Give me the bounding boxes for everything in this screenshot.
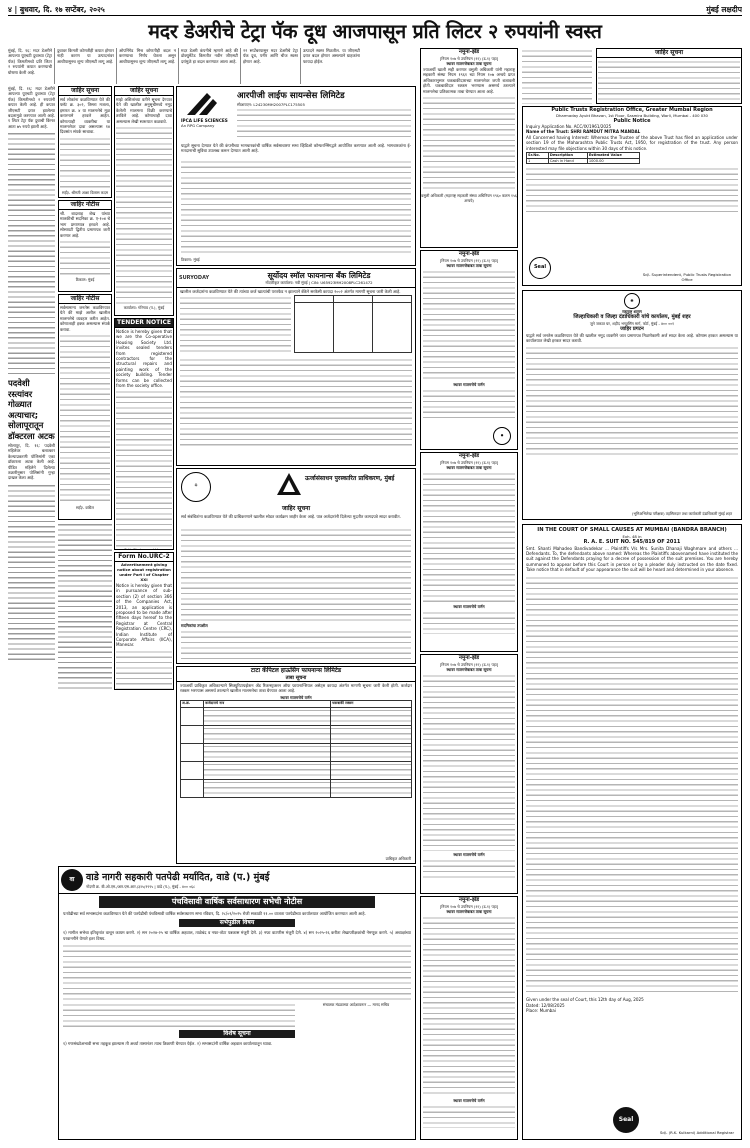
public-trust-td-value: 1000.00: [587, 158, 639, 164]
namuna-z-3-property-text: [423, 610, 515, 634]
collector-text: [526, 345, 738, 455]
public-trust-notice: [522, 106, 742, 286]
lead-story-col4: मदर डेअरी कंपनीचे म्हणणे आहे की डोक्युमेंटेड किमतीत नवीन जीएसटी दरांमुळे हा बदल करण्यात आला आहे.: [178, 48, 238, 84]
vade-bank-sign: संचालक मंडळाच्या आदेशावरून — मानद सचिव: [322, 1002, 390, 1008]
tata-table-header-sr: अ.क्र.: [181, 700, 204, 707]
court-suit: R. A. E. SUIT NO. 545/819 OF 2011: [583, 538, 681, 545]
column2-story-text: [58, 522, 112, 690]
public-notice-4-title: जाहिर नोटीस: [59, 295, 111, 304]
namuna-z-5-property-text: [423, 1104, 515, 1128]
namuna-z-4-property-text: [423, 858, 515, 880]
vade-bank-intro: पतपेढीच्या सर्व सभासदांना कळविण्यात येते की पतपेढीची पंचविसावी वार्षिक सर्वसाधारण सभा रविवार, दि. २८/०९/२०२५ रोजी सकाळी ११.०० वाजता पतपेढीच्या कार्यालयात आयोजित करण्यात आली आहे.: [63, 911, 366, 916]
namuna-z-notice-3: [420, 452, 518, 652]
lead-story-col5: २२ सप्टेंबरपासून मदर डेअरीचे टेट्रा पॅक दूध, पनीर आणि चीज स्वस्त होणार आहे.: [240, 48, 298, 84]
ipca-company-name: आरपीजी लाईफ सायन्सेस लिमिटेड: [237, 91, 345, 101]
court-body: Smt. Shanti Mahadeo Bandivadekar ... Plaintiffs V/s Mrs. Sunita Dhanaji Waghmare and others ... Defendants. To, the defendants above named: Whereas the Plaintiffs abovenamed have instituted the suit against the Defendants praying for a decree of possession of the suit premises. You are hereby summoned to appear before this Court in person or by a pleader duly instructed on the date fixed. Take notice that in default of your appearance the suit will be heard and determined in your absence.: [526, 545, 738, 573]
public-notice-1-text: [60, 136, 110, 190]
tender-notice-sign: Sd/- Chairman / Hon.: [124, 547, 164, 550]
namuna-z-1-text: [423, 95, 515, 193]
public-trust-name: Name of the Trust: SHRI RAMDUT MITRA MANDAL: [526, 129, 641, 135]
namuna-z-3-subtitle: [नियम १०७ चे उपनियम (११) (ड-१) पहा]: [439, 460, 499, 465]
namuna-z-5-property-heading: स्थावर मालमत्तेचे वर्णन: [453, 1098, 485, 1103]
tender-notice-text: [116, 389, 172, 547]
public-notice-3-title: जाहिर नोटीस: [59, 201, 111, 210]
namuna-z-1-sign: वसुली अधिकारी (महाराष्ट्र सहकारी संस्था अधिनियम १९६० कलम १५६ अन्वये): [421, 193, 517, 204]
left-story-2-text: [8, 483, 55, 663]
ipca-notice: [176, 86, 416, 266]
namuna-z-2-property-text: [423, 388, 515, 418]
tender-notice-title: TENDER NOTICE: [115, 319, 173, 328]
ipca-logo-name: IPCA LIFE SCIENCES: [181, 118, 228, 124]
public-trust-sign: Sd/- Superintendent, Public Trusts Registration Office: [642, 272, 732, 282]
suryoday-text-left: [180, 295, 291, 355]
court-place: Place: Mumbai: [526, 1008, 556, 1014]
tender-notice-body: Notice is hereby given that we are the Co-operative Housing Society Ltd. invites sealed tenders from registered contractors for the structural repairs and painting work of the society building. Tender forms can be collected from the society office.: [116, 329, 172, 389]
lead-story-col2: दुधावर किमती कोणतीही कपात होणार नाही कारण या उत्पादनांवर आधीपासूनच शून्य जीएसटी लागू आहे.: [54, 48, 114, 84]
public-trust-address: Dharmaday Ayukt Bhavan, 1st Floor, Sasmira Building, Worli, Mumbai - 400 030: [556, 113, 708, 118]
collector-title: महाराष्ट्र शासन: [622, 309, 642, 314]
court-date: Dated: 12/08/2025: [526, 1002, 565, 1008]
column2-story: [58, 522, 112, 690]
namuna-z-2-seal-icon: ●: [493, 427, 511, 445]
tata-table-cell: [204, 761, 331, 779]
lead-story-col3: ओपनिंगेड मिश्र कोणतीही बदल न करण्याचा निर्णय घेतला असून आधीपासूनच शून्य जीएसटी लागू आहे.: [116, 48, 176, 84]
court-notice: [522, 524, 742, 1140]
suryoday-company: सूर्योदय स्मॉल फायनान्स बँक लिमिटेड: [267, 271, 371, 280]
tata-table-cell: [204, 779, 331, 797]
tata-table-cell: [331, 761, 412, 779]
ipca-address-text: [237, 107, 411, 141]
vade-bank-agenda: १) मागील सभेचा इतिवृत्तांत वाचून कायम करणे. २) सन २०२४-२५ चा वार्षिक अहवाल, ताळेबंद व नफा-तोटा पत्रकास मंजुरी देणे. ३) नफा वाटणीस मंजुरी देणे. ४) सन २०२५-२६ करीता लेखापरीक्षकांची नेमणूक करणे. ५) अध्यक्षांच्या परवानगीने येणारे इतर विषय.: [63, 930, 411, 941]
suryoday-table: [294, 295, 412, 353]
tata-table: [180, 700, 412, 798]
public-notice-1: [58, 86, 112, 198]
public-notice-1-body: सर्व लोकांना कळविण्यात येते की फ्लॅट क्र. ३०२, तिसरा मजला, इमारत क्र. ४ या मालमत्तेचे मूळ करारनामे हरवले आहेत. कोणत्याही व्यक्तीचा या मालमत्तेवर दावा असल्यास १४ दिवसांत संपर्क साधावा.: [60, 97, 110, 135]
namuna-z-2-title: नमुना-झेड: [458, 251, 480, 257]
left-story-body-2: सोलापूर, दि. १६: पदवेशी महिलेवर बलात्कार केल्याप्रकरणी पोलिसांनी एका डॉक्टरला अटक केली आहे. पीडित महिलेने दिलेल्या तक्रारीनुसार पोलिसांनी गुन्हा दाखल केला आहे.: [8, 443, 55, 481]
suryoday-table-cell: [295, 303, 334, 353]
public-notice-2-title: जाहिर सूचना: [115, 87, 173, 96]
public-trust-table: [526, 152, 640, 164]
public-trust-seal-icon: Seal: [529, 257, 551, 279]
namuna-z-4-title: नमुना-झेड: [458, 655, 480, 661]
tata-table-cell: [181, 725, 204, 743]
suryoday-logo: SURYODAY: [179, 275, 210, 281]
namuna-z-3-property-heading: स्थावर मालमत्तेचे वर्णन: [453, 604, 485, 609]
namuna-z-3-heading: स्थावर मालमत्तेबाबत ताबा सूचना: [446, 465, 492, 470]
namuna-z-5-text: [423, 915, 515, 1097]
tata-table-cell: [331, 707, 412, 725]
collector-sub: जुने जकात घर, शहीद भगतसिंग मार्ग, फोर्ट, मुंबई - ४०० ००१: [589, 320, 675, 326]
public-notice-4-sign: सही/- वकील: [75, 505, 94, 511]
public-notice-2: [114, 86, 174, 316]
vade-bank-banner: पंचविसावी वार्षिक सर्वसाधारण सभेची नोटीस: [99, 896, 375, 908]
tata-table-header-amount: थकबाकी रक्कम: [331, 700, 412, 707]
namuna-z-notice-5: [420, 896, 518, 1140]
newspaper-name: मुंबई लक्षदीप: [706, 5, 742, 14]
left-story-headline: पदवेशी रस्त्यांवर गोळ्यात अत्याचार; सोलापूरातून डॉक्टरला अटक: [8, 378, 55, 441]
right-top-notice: [596, 48, 742, 104]
public-notice-2-text: [116, 125, 172, 305]
namuna-z-2-property-heading: स्थावर मालमत्तेचे वर्णन: [453, 382, 485, 387]
public-notice-4: [58, 294, 112, 520]
namuna-z-1-subtitle: [नियम १०७ चे उपनियम (११) (ड-१) पहा]: [439, 56, 499, 61]
namuna-z-2-heading: स्थावर मालमत्तेबाबत ताबा सूचना: [446, 263, 492, 268]
public-trust-th-value: Estimated Value: [587, 153, 639, 159]
lead-story-col6: उत्पादने स्वस्त मिळतील. या जीएसटी दरात बदल होणार असल्याने ग्राहकांना फायदा होईल.: [300, 48, 360, 84]
right-top-notice-text: [598, 59, 740, 103]
namuna-z-notice-4: [420, 654, 518, 894]
court-seal-icon: Seal: [613, 1107, 639, 1133]
authority-notice-title: जाहिर सूचना: [281, 505, 311, 512]
namuna-z-2-text: [423, 269, 515, 381]
court-title: IN THE COURT OF SMALL CAUSES AT MUMBAI (BANDRA BRANCH): [537, 527, 727, 533]
collector-office: जिल्हाधिकारी व जिल्हा दंडाधिकारी यांचे कार्यालय, मुंबई शहर: [573, 314, 691, 320]
public-trust-th-desc: Description: [548, 153, 587, 159]
namuna-z-notice-2: [420, 250, 518, 450]
ipca-logo-sub: An RPG Company: [181, 123, 215, 129]
public-notice-3: [58, 200, 112, 292]
authority-table-title: सदनिकांचा तपशील: [181, 623, 208, 628]
suryoday-table-cell: [373, 303, 412, 353]
court-sub: Exh. 48 in: [622, 533, 642, 539]
court-text: [526, 575, 738, 995]
namuna-z-3-title: नमुना-झेड: [458, 453, 480, 459]
page-date: ४ | बुधवार, दि. १७ सप्टेंबर, २०२५: [8, 5, 105, 14]
public-notice-3-text: [60, 239, 110, 277]
authority-emblem-icon: ⚘: [181, 472, 211, 502]
tata-table-cell: [331, 743, 412, 761]
namuna-z-1-body: ज्याअर्थी खाली सही करणार वसुली अधिकारी यांनी महाराष्ट्र सहकारी संस्था नियम १९६१ च्या नियम १०७ अन्वये प्राप्त अधिकारानुसार थकबाकीदाराच्या मालमत्तेवर जप्ती बजावली होती. थकबाकीदार रक्कम भरण्यास असमर्थ ठरल्याने मालमत्तेचा प्रतिकात्मक ताबा घेण्यात आला आहे.: [423, 67, 515, 94]
suryoday-body: खालील कर्जदारांना कळविण्यात येते की त्यांच्या कर्ज खात्यांची परतफेड न झाल्याने बँकेने सरफेसी कायदा २००२ अंतर्गत मागणी सूचना जारी केली आहे.: [180, 289, 401, 294]
tata-table-cell: [331, 725, 412, 743]
authority-notice-body: सर्व संबंधितांना कळविण्यात येते की प्राधिकरणाने खालील सोडत कार्यक्रम जाहीर केला आहे. पात्र अर्जदारांनी दिलेल्या मुदतीत कागदपत्रे सादर करावीत.: [181, 514, 401, 519]
tata-table-cell: [181, 761, 204, 779]
right-top-notice-title: जाहिर सूचना: [597, 49, 741, 58]
tata-table-cell: [181, 743, 204, 761]
vade-bank-agenda-text: [63, 943, 411, 1001]
namuna-z-4-heading: स्थावर मालमत्तेबाबत ताबा सूचना: [446, 667, 492, 672]
left-column-story: [8, 86, 55, 376]
suryoday-text: [180, 357, 412, 447]
page-header: [8, 4, 742, 16]
authority-notice-text: [181, 527, 411, 621]
tata-company: टाटा कॅपिटल हाऊसिंग फायनान्स लिमिटेड: [250, 667, 342, 674]
tata-notice-title: ताबा सूचना: [177, 675, 415, 682]
namuna-z-3-text: [423, 471, 515, 603]
tata-table-title: स्थावर मालमत्तेचे वर्णन: [280, 694, 312, 700]
public-trust-inquiry: Inquiry Application No. ACC/IX/1961/2025: [526, 124, 612, 129]
namuna-z-5-title: नमुना-झेड: [458, 897, 480, 903]
authority-logo-icon: [277, 473, 301, 495]
public-trust-text: [526, 166, 738, 214]
vade-bank-special: १) गणसंख्येअभावी सभा तहकूब झाल्यास ती अर्ध्या तासानंतर त्याच ठिकाणी घेण्यात येईल. २) सभासदांनी वार्षिक अहवाल कार्यालयातून घ्यावा.: [63, 1041, 273, 1047]
vade-bank-logo-icon: वा: [61, 869, 83, 891]
ipca-text: [181, 159, 411, 253]
authority-notice: [176, 468, 416, 664]
tata-notice: [176, 666, 416, 864]
authority-table-text: [181, 629, 411, 661]
public-trust-subtitle: Public Notice: [613, 118, 651, 124]
public-trust-office: Public Trusts Registration Office, Greater Mumbai Region: [551, 107, 713, 113]
public-trust-body: All Concerned having Interest: Whereas the Trustee of the above Trust has filed an application under section 19 of the Maharashtra Public Trusts Act, 1950, for registration of the trust. Any person interested may file objections within 30 days of this notice.: [526, 134, 738, 151]
public-notice-1-sign: सही/- श्रीमती आशा विलास कदम: [62, 189, 108, 195]
lead-headline: मदर डेअरीचे टेट्रा पॅक दूध आजपासून प्रति लिटर २ रुपयांनी स्वस्त: [148, 20, 602, 43]
public-notice-4-body: सर्वसामान्य जनतेस कळविण्यात येते की माझे अशील खालील मालमत्तेचे व्यवहार करीत आहेत. कोणालाही हक्क असल्यास संपर्क करावा.: [60, 305, 110, 332]
ipca-body: याद्वारे सूचना देण्यात येते की कंपनीच्या भागधारकांची वार्षिक सर्वसाधारण सभा व्हिडिओ कॉन्फरन्सिंगद्वारे आयोजित करण्यात आली आहे. भागधारकांना ई-मतदानाची सुविधा उपलब्ध करून देण्यात आली आहे.: [181, 143, 411, 154]
public-trust-th-sr: Sr.No.: [527, 153, 549, 159]
vade-bank-agenda-title: सभेपुढील विषय: [179, 919, 295, 927]
collector-body: याद्वारे सर्व जनतेस कळविण्यात येते की खालील नमूद व्यक्तीने जात प्रमाणपत्र मिळणेकामी अर्ज सादर केला आहे. कोणास हरकत असल्यास या कार्यालयात लेखी हरकत सादर करावी.: [526, 332, 738, 343]
namuna-z-5-heading: स्थावर मालमत्तेबाबत ताबा सूचना: [446, 909, 492, 914]
form-urc2-notice: [114, 552, 174, 690]
tata-table-cell: [204, 743, 331, 761]
namuna-z-1-heading: स्थावर मालमत्तेबाबत ताबा सूचना: [446, 61, 492, 66]
tata-table-cell: [181, 779, 204, 797]
ipca-cin: सीआयएन: L24230MH2007PLC175505: [237, 102, 305, 107]
tata-table-cell: [331, 779, 412, 797]
namuna-z-4-property-heading: स्थावर मालमत्तेचे वर्णन: [453, 852, 485, 857]
public-notice-2-sign: कार्यालय: गोरेगाव (प.), मुंबई: [123, 305, 165, 311]
right-top-text-1-lines: [522, 48, 592, 104]
suryoday-table-header: [373, 296, 412, 303]
suryoday-notice: [176, 268, 416, 466]
left-column-story-2: [8, 378, 55, 690]
tender-notice: [114, 318, 174, 550]
tata-sign: प्राधिकृत अधिकारी: [385, 856, 411, 861]
public-trust-td-desc: Cash in Hand: [548, 158, 587, 164]
ipca-sign: ठिकाण: मुंबई: [181, 257, 200, 262]
vade-bank-name: वाडे नागरी सहकारी पतपेढी मर्यादित, वाडे (प.) मुंबई: [86, 871, 270, 883]
namuna-z-2-subtitle: [नियम १०७ चे उपनियम (११) (ड-१) पहा]: [439, 258, 499, 263]
form-urc2-subtitle: Advertisement giving notice about registration under Part I of Chapter XXI: [117, 562, 171, 582]
collector-notice: [522, 290, 742, 520]
court-given: Given under the seal of Court, this 12th day of Aug, 2025: [526, 996, 644, 1002]
collector-sign: (भूमिअभिलेख परीक्षक) तहसिलदार तथा कार्यकारी दंडाधिकारी मुंबई शहर: [631, 511, 733, 516]
tata-table-cell: [204, 725, 331, 743]
tata-notice-body: ज्याअर्थी प्राधिकृत अधिकाऱ्याने सिक्युरिटायझेशन अँड रिकन्स्ट्रक्शन ऑफ फायनान्शियल असेट्स कायदा अंतर्गत मागणी सूचना जारी केली होती. कर्जदार रक्कम भरण्यास असमर्थ ठरल्याने खालील मालमत्तेचा ताबा घेण्यात आला आहे.: [180, 683, 412, 694]
vade-bank-sub: नोंदणी क्र. बी.ओ.एम./आर.एस.आर./३२५/१९९५ | वाडे (प.), मुंबई - ४०० ०६८: [86, 883, 196, 889]
collector-notice-title: जाहिर प्रगटन: [620, 325, 644, 332]
vade-bank-footer-left: [63, 1002, 295, 1028]
lead-story-col1: मुंबई, दि. १६: मदर डेअरीने आपल्या यूएचटी दुधाच्या (टेट्रा पॅक) किमतीमध्ये प्रति लिटर २ रुपयांनी कपात करण्याची घोषणा केली आहे.: [8, 48, 52, 75]
namuna-z-1-title: नमुना-झेड: [458, 49, 480, 55]
left-story-body: मुंबई, दि. १६: मदर डेअरीने आपल्या यूएचटी दुधाच्या (टेट्रा पॅक) किमतीमध्ये २ रुपयांनी कपात केली आहे. ही कपात जीएसटी दरात झालेल्या बदलामुळे करण्यात आली आहे. १ लिटर टेट्रा पॅक दुधाची किंमत आता ७५ रुपये झाली आहे.: [8, 86, 55, 129]
public-notice-2-body: माझे अशिलांच्या वतीने सूचना देण्यात येते की खालील अनुसूचीमध्ये नमूद केलेली मालमत्ता विक्री करण्याचे ठरविले आहे. कोणाचाही दावा असल्यास लेखी स्वरूपात कळवावे.: [116, 97, 172, 124]
public-trust-td-sr: 1: [527, 158, 549, 164]
form-urc2-text: [116, 649, 172, 690]
court-sign: Sd/- (R.K. Kulkarni) Additional Registrar: [659, 1130, 735, 1135]
tata-table-cell: [181, 707, 204, 725]
suryoday-table-header: [295, 296, 334, 303]
vade-bank-notice: [58, 866, 416, 1140]
authority-name: ऊर्जासंसाधन पुरस्कारित प्राधिकरण, मुंबई: [305, 475, 395, 482]
namuna-z-5-subtitle: [नियम १०७ चे उपनियम (११) (ड-१) पहा]: [439, 904, 499, 909]
tata-table-header-name: कर्जदाराचे नाव: [204, 700, 331, 707]
public-notice-3-sign: ठिकाण: मुंबई: [75, 277, 95, 283]
suryoday-sub: नोंदणीकृत कार्यालय: नवी मुंबई | CIN: U65923MH2008PLC261472: [265, 280, 373, 285]
public-notice-4-text: [60, 333, 110, 505]
right-top-text-1: [522, 48, 592, 104]
public-notice-1-title: जाहिर सूचना: [59, 87, 111, 96]
namuna-z-4-text: [423, 673, 515, 851]
suryoday-table-cell: [334, 303, 373, 353]
namuna-z-notice-1: [420, 48, 518, 248]
tata-table-cell: [204, 707, 331, 725]
public-notice-3-body: श्री. बादशाह शेख यांच्या मालकीची सदनिका क्र. ए-१०४ चे भाग प्रमाणपत्र हरवले आहे. सोसायटी द्वितीय प्रमाणपत्र जारी करणार आहे.: [60, 211, 110, 238]
suryoday-table-header: [334, 296, 373, 303]
vade-bank-special-title: विशेष सूचना: [179, 1030, 295, 1038]
namuna-z-4-subtitle: [नियम १०७ चे उपनियम (११) (ड-१) पहा]: [439, 662, 499, 667]
ipca-logo-icon: [181, 91, 233, 117]
form-urc2-body: Notice is hereby given that in pursuance of sub-section (2) of section 366 of the Companies Act, 2013, an application is proposed to be made after fifteen days hereof to the Registrar at Central Registration Centre (CRC), Indian Institute of Corporate Affairs (IICA), Manesar.: [116, 583, 172, 648]
left-story-text-block: [8, 131, 55, 376]
ipca-logo: [181, 91, 233, 137]
form-urc2-title: Form No.URC-2: [115, 553, 173, 562]
government-emblem-icon: ✺: [624, 293, 640, 309]
